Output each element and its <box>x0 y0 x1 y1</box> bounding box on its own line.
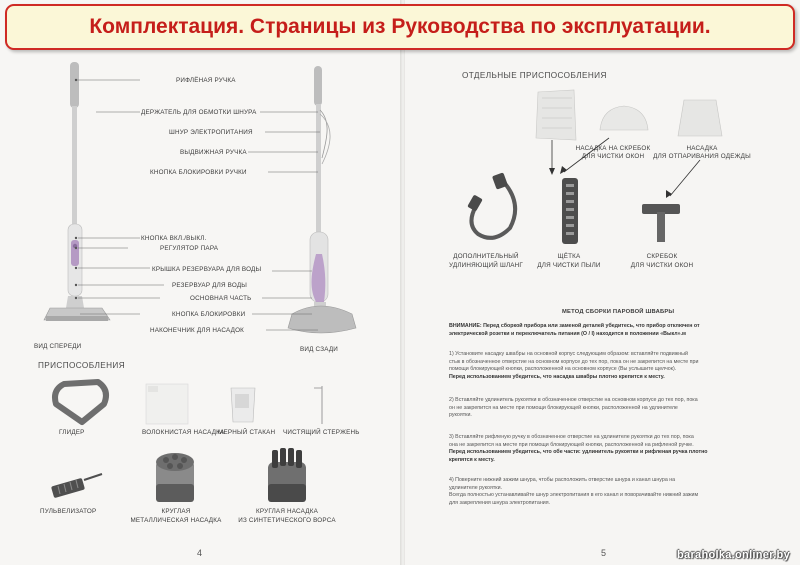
label-power-cord: ШНУР ЭЛЕКТРОПИТАНИЯ <box>169 129 253 136</box>
measuring-cup-illustration <box>227 386 259 424</box>
assembly-step-2 <box>449 397 698 420</box>
cleaning-rod-illustration <box>306 384 336 426</box>
step4-line-1: 4) Поверните нижний зажим шнура, чтобы расположить отверстие шнура и канал шнура на <box>449 477 676 483</box>
label-front-view: ВИД СПЕРЕДИ <box>34 343 82 350</box>
label-clothes-nozzle-2: ДЛЯ ОТПАРИВАНИЯ ОДЕЖДЫ <box>653 153 751 160</box>
label-clothes-nozzle-1: НАСАДКА <box>686 145 718 152</box>
step3-bold-1: Перед использованием убедитесь, что обе части: удлинитель рукоятки и рифленая ручка плотно <box>449 449 708 456</box>
step4-line-2: удлинителе рукоятки. <box>449 484 503 491</box>
label-round-metal-2: МЕТАЛЛИЧЕСКАЯ НАСАДКА <box>130 517 222 524</box>
label-power-button: КНОПКА ВКЛ./ВЫКЛ. <box>141 235 207 242</box>
label-scraper-2: ДЛЯ ЧИСТКИ ОКОН <box>630 262 694 269</box>
step1-line-3: помощи блокирующей кнопки, расположенной на основном корпусе (Вы услышите щелчок). <box>449 366 677 373</box>
label-round-metal-1: КРУГЛАЯ <box>161 508 191 515</box>
label-brush-1: ЩЁТКА <box>557 253 581 260</box>
step1-line-1: 1) Установите насадку швабры на основной корпус следующим образом: вставляйте подвижный <box>449 351 688 357</box>
label-sprayer: ПУЛЬВЕЛИЗАТОР <box>40 508 97 515</box>
label-round-synthetic-2: ИЗ СИНТЕТИЧЕСКОГО ВОРСА <box>238 517 336 524</box>
label-hose-1: ДОПОЛНИТЕЛЬНЫЙ <box>453 253 519 260</box>
label-water-tank: РЕЗЕРВУАР ДЛЯ ВОДЫ <box>172 282 248 289</box>
assembly-step-3 <box>449 434 708 464</box>
step4-line-3: Всегда полностью устанавливайте шнур электропитания в его канал и поворачивайте нижний зажим <box>449 492 699 499</box>
label-nozzle-tip: НАКОНЕЧНИК ДЛЯ НАСАДОК <box>150 327 245 334</box>
separate-accessories-heading: ОТДЕЛЬНЫЕ ПРИСПОСОБЛЕНИЯ <box>462 71 607 80</box>
label-round-synthetic-1: КРУГЛАЯ НАСАДКА <box>256 508 318 515</box>
label-fiber-nozzle: ВОЛОКНИСТАЯ НАСАДКА <box>142 429 225 436</box>
label-measuring-cup: МЕРНЫЙ СТАКАН <box>218 429 276 436</box>
round-metal-nozzle-illustration <box>150 448 200 506</box>
dust-brush-illustration <box>558 176 582 246</box>
label-back-view: ВИД СЗАДИ <box>300 346 339 353</box>
window-scraper-illustration <box>638 200 684 244</box>
label-window-nozzle-1: НАСАДКА НА СКРЕБОК <box>575 145 651 152</box>
step2-line-1: 2) Вставляйте удлинитель рукоятки в обозначенное отверстие на основном корпусе до тех пор, пока <box>449 397 698 403</box>
watermark: baraholka.onliner.by <box>677 549 790 561</box>
step3-line-2: она не закрепится на месте при помощи блокирующей кнопки, расположенной на рифленой ручке. <box>449 441 694 448</box>
step1-bold: Перед использованием убедитесь, что насадка швабры плотно крепится к месту. <box>449 373 665 380</box>
step2-line-3: рукоятки. <box>449 412 472 419</box>
step3-line-1: 3) Вставляйте рифленую ручку в обозначенное отверстие на удлинителе рукоятки до тех пор, пока <box>449 434 694 440</box>
label-telescopic-handle: ВЫДВИЖНАЯ РУЧКА <box>180 149 247 156</box>
label-window-nozzle-2: ДЛЯ ЧИСТКИ ОКОН <box>581 153 645 160</box>
warning-line-2: электрической розетки и переключатель питания (O / I) находится в положении «Выкл».м <box>449 330 686 337</box>
glider-illustration <box>46 378 116 426</box>
label-ribbed-handle: РИФЛЁНАЯ РУЧКА <box>176 77 236 84</box>
fiber-nozzle-illustration <box>142 382 192 427</box>
step1-line-2: стык в обозначенное отверстие на основном корпусе до тех пор, пока он не закрепится на месте при <box>449 358 699 365</box>
banner-title: Комплектация. Страницы из Руководства по эксплуатации. <box>89 15 711 38</box>
label-steam-regulator: РЕГУЛЯТОР ПАРА <box>160 245 219 252</box>
title-banner <box>5 4 795 50</box>
label-hose-2: УДЛИНЯЮЩИЙ ШЛАНГ <box>448 262 524 269</box>
sprayer-illustration <box>50 472 106 500</box>
label-main-part: ОСНОВНАЯ ЧАСТЬ <box>190 295 252 302</box>
left-page-number: 4 <box>197 548 203 558</box>
label-glider: ГЛИДЕР <box>59 429 85 436</box>
step2-line-2: он не закрепится на месте при помощи блокирующей кнопки, расположенной на удлинителе <box>449 404 678 411</box>
accessories-heading: ПРИСПОСОБЛЕНИЯ <box>38 361 126 370</box>
label-tank-lid: КРЫШКА РЕЗЕРВУАРА ДЛЯ ВОДЫ <box>152 266 262 273</box>
label-cord-holder: ДЕРЖАТЕЛЬ ДЛЯ ОБМОТКИ ШНУРА <box>141 109 257 116</box>
step4-line-4: для закрепления шнура электропитания. <box>449 499 551 506</box>
assembly-method-heading: МЕТОД СБОРКИ ПАРОВОЙ ШВАБРЫ <box>562 309 675 315</box>
assembly-warning <box>449 323 700 338</box>
label-scraper-1: СКРЕБОК <box>646 253 678 260</box>
assembly-step-1 <box>449 351 698 381</box>
step3-bold-2: крепятся к месту. <box>449 456 495 463</box>
label-cleaning-rod: ЧИСТЯЩИЙ СТЕРЖЕНЬ <box>283 429 360 436</box>
round-synthetic-nozzle-illustration <box>262 448 312 506</box>
assembly-step-4 <box>449 477 698 507</box>
label-lock-button: КНОПКА БЛОКИРОВКИ <box>172 311 246 318</box>
warning-line-1: ВНИМАНИЕ: Перед сборкой прибора или заменой деталей убедитесь, что прибор отключен от <box>449 323 700 329</box>
extension-hose-illustration <box>464 172 532 248</box>
label-brush-2: ДЛЯ ЧИСТКИ ПЫЛИ <box>537 262 601 269</box>
label-handle-lock-button: КНОПКА БЛОКИРОВКИ РУЧКИ <box>150 169 247 176</box>
right-page-number: 5 <box>601 548 607 558</box>
